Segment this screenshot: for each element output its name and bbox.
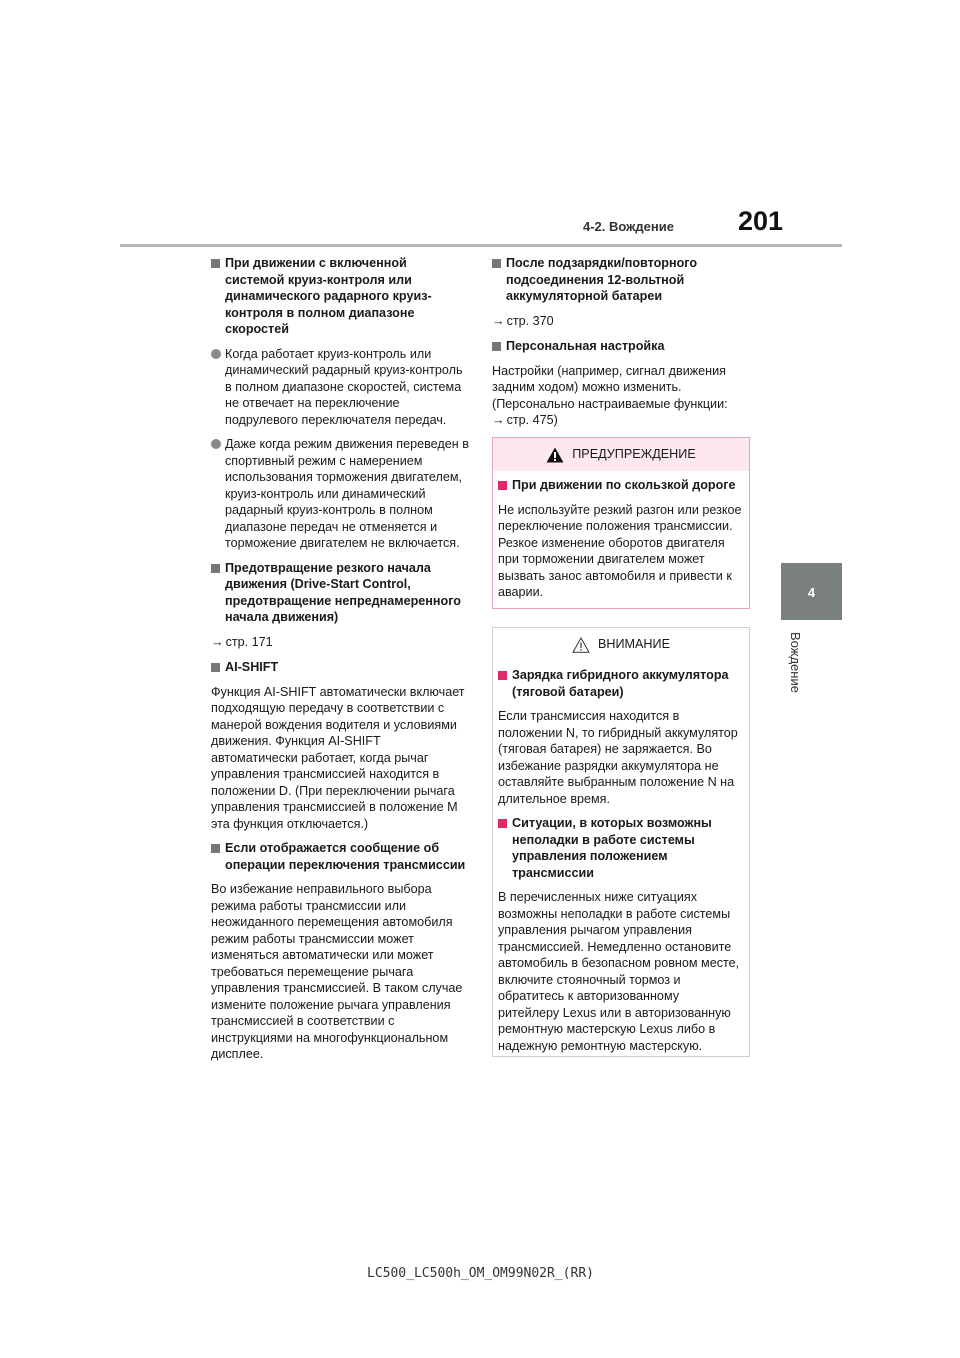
square-bullet-icon	[492, 259, 501, 268]
right-column	[492, 255, 750, 438]
bullet-text: Даже когда режим движения переведен в спортивный режим с намерением использования торможения двигателем, круиз-контроль или динамический радарный круиз-контроль в полном диапазоне передач не отменяется и торможение двигателем не включается.	[225, 437, 469, 550]
reference-text: стр. 171	[225, 634, 273, 649]
page-reference[interactable]	[492, 412, 750, 429]
reference-text: стр. 475)	[506, 413, 558, 427]
warning-triangle-icon	[546, 447, 564, 463]
paragraph: Не используйте резкий разгон или резкое переключение положения трансмиссии.	[498, 502, 742, 533]
warning-box	[492, 437, 750, 609]
chapter-tab-label: Вождение	[788, 632, 803, 693]
round-bullet-icon	[211, 439, 221, 449]
section-title: 4-2. Вождение	[583, 219, 674, 234]
paragraph: Резкое изменение оборотов двигателя при торможении двигателем может вызвать занос автомобиля и привести к аварии.	[498, 535, 732, 599]
heading-text: Зарядка гибридного аккумулятора (тяговой батареи)	[512, 668, 729, 699]
section-heading	[211, 840, 469, 873]
heading-text: Персональная настройка	[506, 339, 665, 353]
chapter-tab-number: 4	[807, 585, 816, 600]
heading-text: AI-SHIFT	[225, 660, 279, 674]
warning-header	[493, 438, 749, 471]
square-bullet-icon	[211, 844, 220, 853]
square-bullet-icon	[211, 259, 220, 268]
section-heading	[211, 560, 469, 626]
square-bullet-icon	[498, 481, 507, 490]
chapter-tab	[781, 563, 842, 620]
caution-triangle-icon	[572, 637, 590, 653]
caution-title: ВНИМАНИЕ	[598, 637, 670, 652]
header-divider	[120, 244, 842, 247]
arrow-icon: →	[492, 413, 505, 427]
warning-title: ПРЕДУПРЕЖДЕНИЕ	[572, 447, 696, 462]
page-reference[interactable]	[211, 634, 469, 651]
page-reference[interactable]	[492, 313, 750, 330]
bullet-text: Когда работает круиз-контроль или динамический радарный круиз-контроль в полном диапазоне скоростей, система не отвечает на переключение подрулевого переключателя передач.	[225, 346, 463, 427]
reference-text: стр. 370	[506, 313, 554, 328]
paragraph: Функция AI-SHIFT автоматически включает подходящую передачу в соответствии с манерой вождения водителя и условиями движения. Функция AI-SHIFT автоматически работает, когда рычаг управления трансмиссией находится в положении D. (При переключении рычага управления трансмиссией в положение M эта функция отключается.)	[211, 684, 465, 831]
paragraph: В перечисленных ниже ситуациях возможны неполадки в работе системы управления рычагом управления трансмиссией. Немедленно остановите автомобиль в безопасном ровном месте, включите стояночный тормоз и обратитесь к авторизованному ритейлеру Lexus или в авторизованную ремонтную мастерскую Lexus либо в надежную ремонтную мастерскую.	[498, 890, 740, 1053]
page-number: 201	[738, 206, 784, 236]
square-bullet-icon	[211, 564, 220, 573]
section-heading	[211, 255, 469, 338]
warning-body	[493, 471, 749, 601]
heading-text: Ситуации, в которых возможны неполадки в работе системы управления положением трансмиссии	[512, 816, 712, 880]
paragraph: Если трансмиссия находится в положении N, то гибридный аккумулятор (тяговая батарея) не заряжается. Во избежание разрядки аккумулятора не оставляйте выбранным положение N на длительное время.	[498, 709, 738, 806]
square-bullet-icon	[211, 663, 220, 672]
section-heading	[498, 667, 743, 700]
section-heading	[211, 659, 469, 676]
document-code: LC500_LC500h_OM_OM99N02R_(RR)	[367, 1266, 594, 1281]
arrow-icon: →	[492, 313, 505, 328]
heading-text: При движении по скользкой дороге	[512, 478, 736, 492]
square-bullet-icon	[498, 819, 507, 828]
caution-body	[493, 661, 749, 1054]
heading-text: При движении с включенной системой круиз-контроля или динамического радарного круиз-контроля в полном диапазоне скоростей	[225, 256, 432, 336]
caution-header	[493, 628, 749, 661]
left-column	[211, 255, 469, 1071]
heading-text: Предотвращение резкого начала движения (Drive-Start Control, предотвращение непреднамеренного начала движения)	[225, 560, 461, 624]
square-bullet-icon	[498, 671, 507, 680]
round-bullet-icon	[211, 349, 221, 359]
section-heading	[498, 477, 743, 494]
paragraph: Настройки (например, сигнал движения задним ходом) можно изменить.	[492, 363, 726, 394]
paragraph: (Персонально настраиваемые функции:	[492, 396, 728, 411]
square-bullet-icon	[492, 342, 501, 351]
section-heading	[498, 815, 743, 881]
paragraph: Во избежание неправильного выбора режима работы трансмиссии или неожиданного перемещения автомобиля режим работы трансмиссии может изменяться автоматически или может требоваться перемещение рычага управления трансмиссией. В таком случае измените положение рычага управления трансмиссией в соответствии с инструкциями на многофункциональном дисплее.	[211, 882, 463, 1061]
heading-text: После подзарядки/повторного подсоединения 12-вольтной аккумуляторной батареи	[506, 256, 698, 303]
section-heading	[492, 338, 750, 355]
bullet-item	[211, 436, 469, 552]
caution-box	[492, 627, 750, 1057]
section-heading	[492, 255, 750, 305]
heading-text: Если отображается сообщение об операции переключения трансмиссии	[225, 841, 466, 872]
bullet-item	[211, 346, 469, 429]
arrow-icon: →	[211, 634, 224, 649]
